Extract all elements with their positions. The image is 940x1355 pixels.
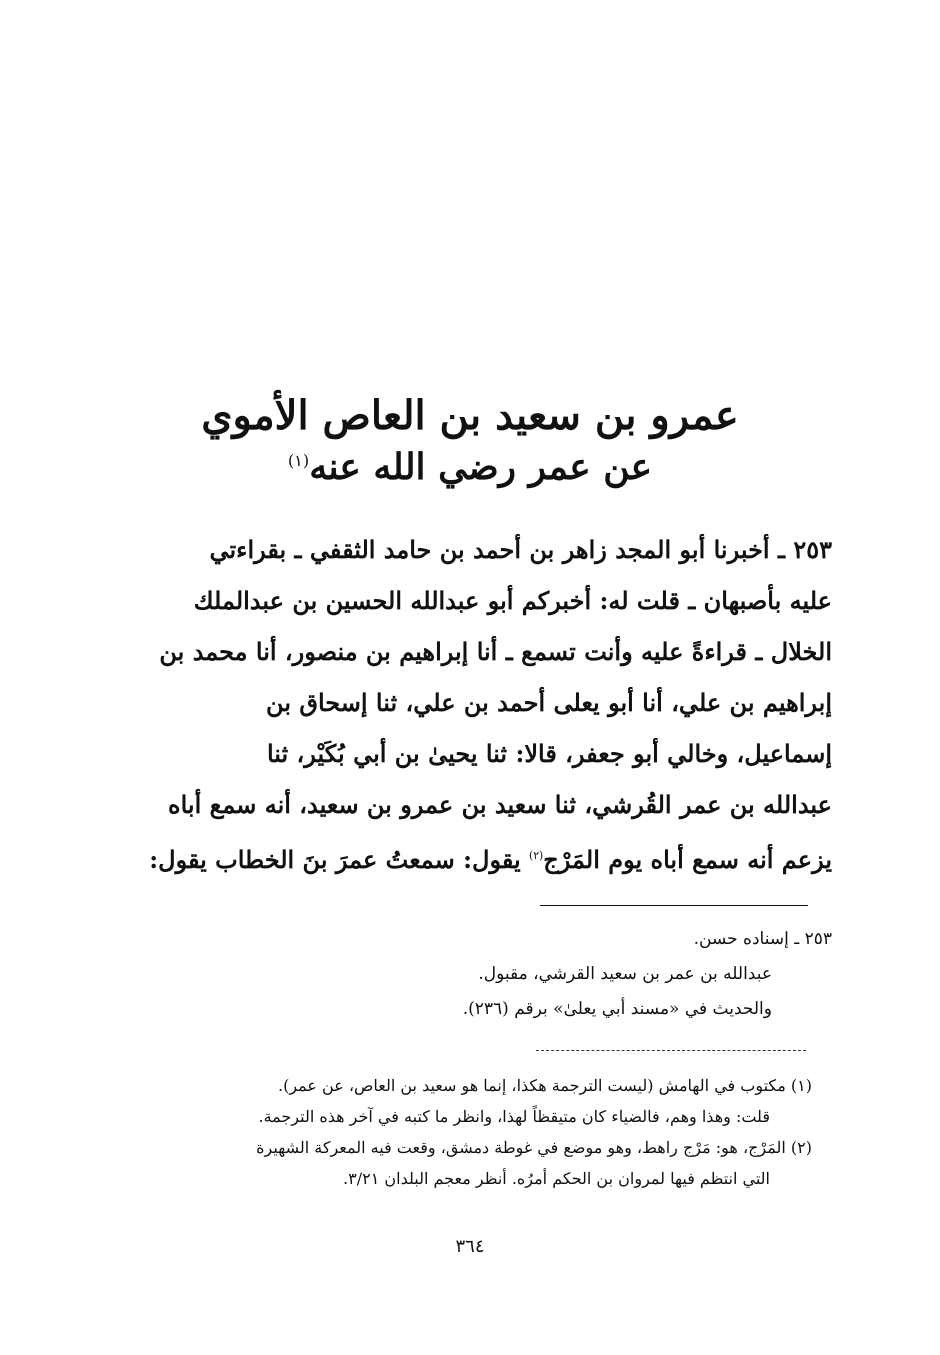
main-text-segment: يزعم أنه سمع أباه يوم المَرْج — [543, 845, 832, 874]
main-text — [110, 524, 832, 881]
footnote-line: (١) مكتوب في الهامش (ليست الترجمة هكذا، إنما هو سعيد بن العاص، عن عمر). — [277, 1076, 812, 1095]
chapter-subtitle — [90, 446, 850, 488]
main-text-line: الخلال ـ قراءةً عليه وأنت تسمع ـ أنا إبراهيم بن منصور، أنا محمد بن — [159, 637, 832, 666]
footnotes-divider — [536, 1050, 806, 1051]
takhrij-notes — [132, 922, 832, 1027]
main-text-line-last — [110, 830, 832, 881]
main-text-line: إبراهيم بن علي، أنا أبو يعلى أحمد بن علي، ثنا إسحاق بن — [266, 688, 832, 717]
footnotes — [132, 1070, 812, 1194]
footnote-ref-1: (١) — [287, 451, 310, 470]
main-text-segment: يقول: سمعتُ عمرَ بنَ الخطاب يقول: — [149, 845, 530, 874]
main-text-line: إسماعيل، وخالي أبو جعفر، قالا: ثنا يحيىٰ بن أبي بُكَيْر، ثنا — [266, 739, 832, 768]
chapter-subtitle-text: عن عمر رضي الله عنه — [309, 446, 653, 488]
footnote-line: التي انتظم فيها لمروان بن الحكم أمرُه. أنظر معجم البلدان ٣/٢١. — [343, 1169, 770, 1188]
footnote-ref-2: (٢) — [529, 849, 544, 862]
notes-divider — [540, 905, 808, 906]
chapter-title — [90, 392, 850, 439]
page-number: ٣٦٤ — [455, 1236, 485, 1257]
chapter-title-text: عمرو بن سعيد بن العاص الأموي — [201, 392, 739, 439]
main-text-line: عليه بأصبهان ـ قلت له: أخبركم أبو عبدالله الحسين بن عبدالملك — [193, 586, 832, 615]
note-line: ٢٥٣ ـ إسناده حسن. — [693, 929, 832, 949]
note-line: عبدالله بن عمر بن سعيد القرشي، مقبول. — [478, 964, 772, 984]
main-text-line: ٢٥٣ ـ أخبرنا أبو المجد زاهر بن أحمد بن حامد الثقفي ـ بقراءتي — [209, 535, 832, 564]
footnote-line: قلت: وهذا وهم، فالضياء كان متيقظاً لهذا، وانظر ما كتبه في آخر هذه الترجمة. — [258, 1107, 770, 1126]
footnote-line: (٢) المَرْج، هو: مَرْج راهط، وهو موضع في غوطة دمشق، وقعت فيه المعركة الشهيرة — [256, 1138, 812, 1157]
main-text-line: عبدالله بن عمر القُرشي، ثنا سعيد بن عمرو بن سعيد، أنه سمع أباه — [168, 790, 832, 819]
note-line: والحديث في «مسند أبي يعلىٰ» برقم (٢٣٦). — [462, 999, 772, 1019]
